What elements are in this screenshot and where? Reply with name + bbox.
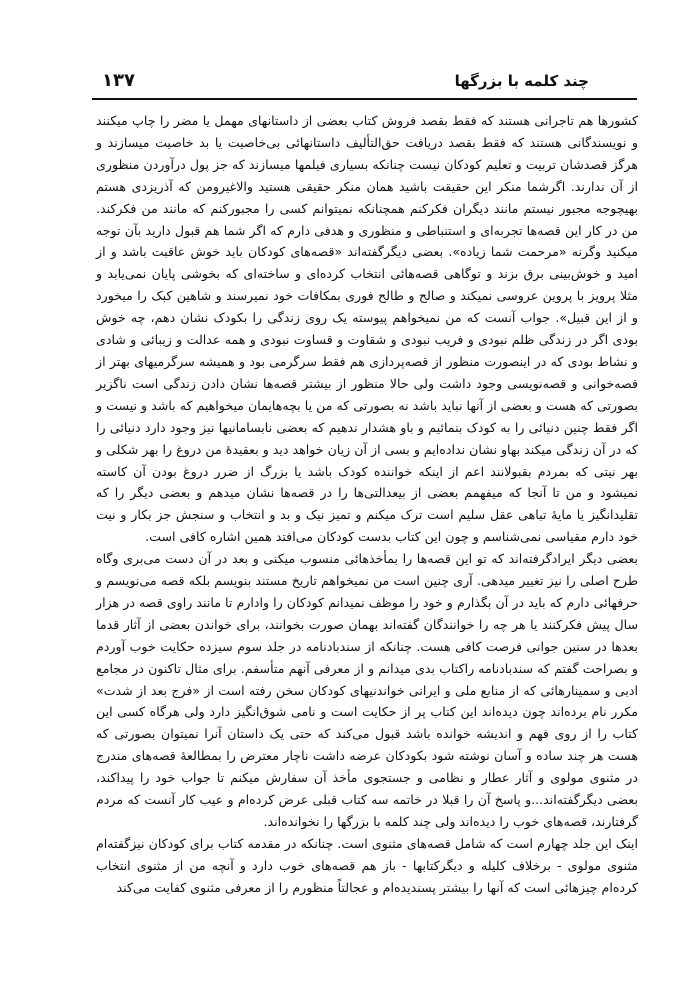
paragraph: کشورها هم تاجرانی هستند که فقط بقصد فروش کتاب بعضی از داستانهای مهمل یا مضر را چاپ میکنند و نویسندگانی هستند که فقط بقصد دریافت حق‌التألیف داستانهائی بی‌خاصیت یا بد خاصیت میسازند و هرگز قصدشان تربیت و تعلیم کودکان نیست چنانکه بسیاری فیلمها میسازند که جز پول درآوردن منظوری از آن ندارند. اگرشما منکر این حقیقت باشید همان منکر حقیقی هستید والاغیرومن که آذریزدی هستم بهیچوجه مجبور نیستم مانند دیگران فکرکنم همچنانکه نمیتوانم کسی را مجبورکنم که مانند من فکرکند. من در کار این قصه‌ها تجربه‌ای و استنباطی و منظوری و هدفی دارم که اگر شما هم قبول دارید بآن توجه میکنید وگرنه «مرحمت شما زیاده». بعضی دیگرگفته‌اند «قصه‌های کودکان باید خوش عاقبت باشد و از امید و خوش‌بینی برق بزند و توگاهی قصه‌هائی انتخاب کرده‌ای و ساخته‌ای که بخوشی پایان نمی‌یابد و مثلا پرویز با پروین عروسی نمیکند و صالح و طالح فوری بمکافات خود نمیرسند و شاهین کبک را میخورد و از این قبیل». جواب آنست که من نمیخواهم پیوسته یک روی زندگی را بکودک نشان دهم، چه خوش بودی اگر در زندگی ظلم نبودی و فریب نبودی و شقاوت و قساوت نبودی و همه عدالت و زیبائی و شادی و نشاط بودی که در اینصورت منظور از قصه‌پردازی هم فقط سرگرمی بود و همیشه سرگرمیهای بهتر از قصه‌خوانی و قصه‌نویسی وجود داشت ولی حالا منظور از بیشتر قصه‌ها نشان دادن زندگی است ناگزیر بصورتی که هست و بعضی از آنها نباید باشد نه بصورتی که من یا بچه‌هایمان میخواهیم که باشد و نیست و اگر فقط چنین دنیائی را به کودک بنمائیم و باو هشدار ندهیم که بعضی نابسامانیها نیز وجود دارد دنیائی را که در آن زندگی میکند بهاو نشان نداده‌ایم و بسی از آن زیان خواهد دید و بعقیدهٔ من دروغ را بهر شکلی و بهر نیتی که بمردم بقبولانند اعم از اینکه خواننده کودک باشد یا بزرگ از ضرر دروغ بودن آن کاسته نمیشود و من تا آنجا که میفهمم بعضی از بیعدالتی‌ها را در قصه‌ها نشان میدهم و بعضی دیگر را که تقلیدانگیز یا مایهٔ تباهی عقل سلیم است ترک میکنم و تمیز نیک و بد و انتخاب و سنجش جز بکار و نیت خود دارم مقیاسی نمی‌شناسم و چون این کتاب بدست کودکان می‌افتد همین اشاره کافی است. (96, 113, 638, 545)
header-rule (92, 98, 637, 100)
page-header (92, 70, 637, 96)
paragraph: بعضی دیگر ایرادگرفته‌اند که تو این قصه‌ها را بمأخذهائی منسوب میکنی و بعد در آن دست می‌بری وگاه طرح اصلی را نیز تغییر میدهی. آری چنین است من نمیخواهم تاریخ مستند بنویسم بلکه قصه می‌نویسم و حرفهائی دارم که باید در آن بگذارم و خود را موظف نمیدانم کودکان را وادارم تا مانند راوی قصه در هزار سال پیش فکرکنند یا هر چه را خوانندگان گفته‌اند بهمان صورت بخوانند، برای خواندن بعضی از آثار قدما بعدها در سنین جوانی فرصت کافی هست. چنانکه از سندبادنامه در جلد سوم سیزده حکایت خوب آوردم و بصراحت گفتم که سندبادنامه راکتاب بدی میدانم و از معرفی آنهم متأسفم. برای مثال تاکنون در مجامع ادبی و سمینارهائی که از منابع ملی و ایرانی خواندنیهای کودکان سخن رفته است از «فرج بعد از شدت» مکرر نام برده‌اند چون دیده‌اند این کتاب پر از حکایت است و نامی شوق‌انگیز دارد ولی هرگاه کسی این کتاب را از روی فهم و اندیشه خوانده باشد قبول می‌کند که حتی یک داستان آنرا نمیتوان بصورتی که هست هر چند ساده و آسان نوشته شود بکودکان عرضه داشت ناچار معترض را بمطالعهٔ قصه‌های مندرج در مثنوی مولوی و آثار عطار و نظامی و جستجوی مأخذ آن سفارش میکنم تا جواب خود را پیداکند، بعضی دیگرگفته‌اند...و پاسخ آن را قبلا در خاتمه سه کتاب قبلی عرض کرده‌ام و عیب کار آنست که مردم گرفتارند، قصه‌های خوب را دیده‌اند ولی چند کلمه با بزرگها را نخوانده‌اند. (96, 551, 638, 829)
paragraph: اینک این جلد چهارم است که شامل قصه‌های مثنوی است. چنانکه در مقدمه کتاب برای کودکان نیزگفته‌ام مثنوی مولوی - برخلاف کلیله و دیگرکتابها - باز هم قصه‌های خوب دارد و آنچه من از مثنوی انتخاب کرده‌ام چیزهائی است که آنها را بیشتر پسندیده‌ام و عجالتاً منظورم را از معرفی مثنوی کفایت می‌کند (96, 835, 638, 895)
running-title: چند کلمه با بزرگها (454, 72, 589, 90)
body-text (96, 110, 638, 899)
page-number: ۱۳۷ (102, 70, 135, 91)
